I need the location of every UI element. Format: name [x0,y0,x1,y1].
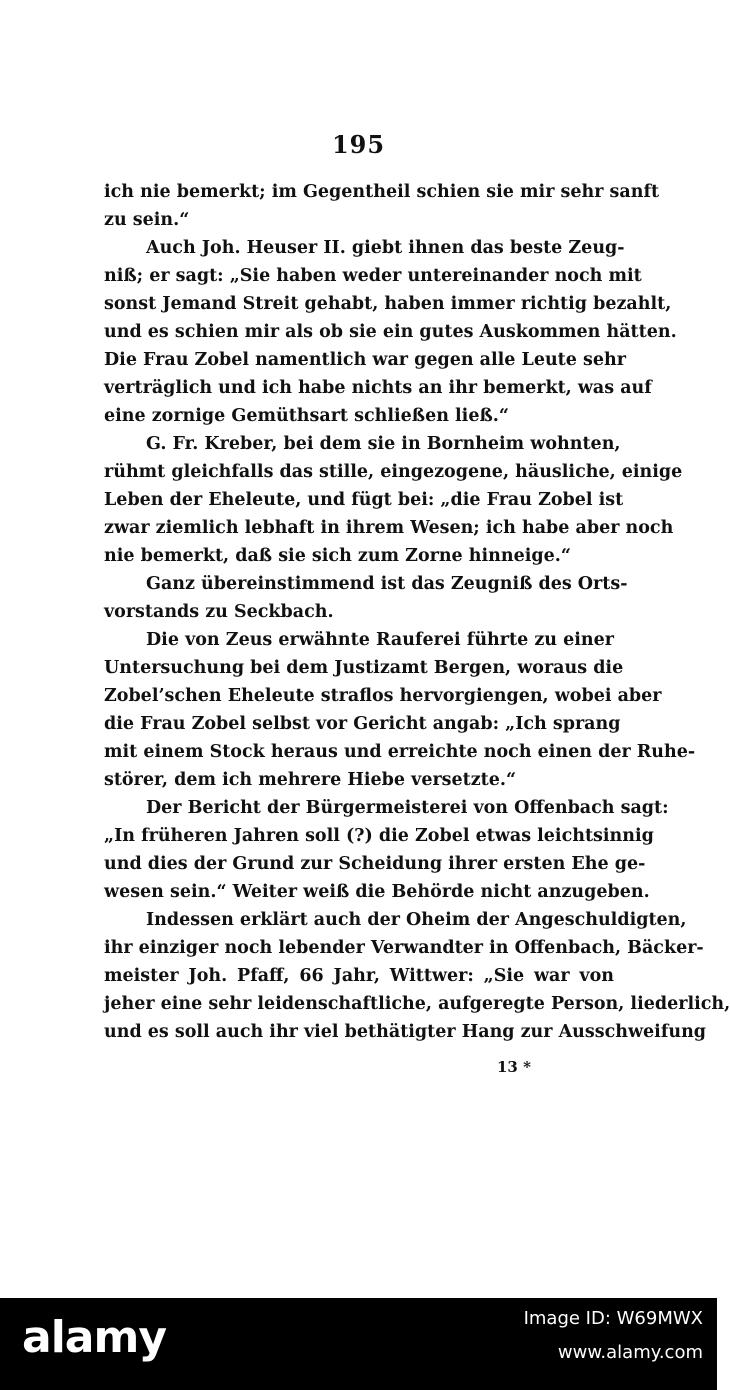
text-line: zwar ziemlich lebhaft in ihrem Wesen; ich habe aber noch [104,518,674,538]
text-line: Untersuchung bei dem Justizamt Bergen, woraus die [104,658,624,678]
text-line: mit einem Stock heraus und erreichte noch einen der Ruhe- [104,742,696,762]
page-number: 195 [331,130,386,159]
text-line: ihr einziger noch lebender Verwandter in Offenbach, Bäcker- [104,938,704,958]
text-line: Ganz übereinstimmend ist das Zeugniß des Orts- [146,574,628,594]
text-line: die Frau Zobel selbst vor Gericht angab: „Ich sprang [104,714,621,734]
text-line: G. Fr. Kreber, bei dem sie in Bornheim wohnten, [146,434,621,454]
text-line: niß; er sagt: „Sie haben weder untereinander noch mit [104,266,642,286]
text-line: sonst Jemand Streit gehabt, haben immer richtig bezahlt, [104,294,672,314]
text-line: Auch Joh. Heuser II. giebt ihnen das beste Zeug- [146,238,625,258]
image-id-label: Image ID: W69MWX [523,1308,703,1329]
text-line: ich nie bemerkt; im Gegentheil schien sie mir sehr sanft [104,182,660,202]
text-line: Leben der Eheleute, und fügt bei: „die Frau Zobel ist [104,490,624,510]
text-line: rühmt gleichfalls das stille, eingezogene, häusliche, einige [104,462,683,482]
text-line: Indessen erklärt auch der Oheim der Angeschuldigten, [146,910,687,930]
text-line: meister Joh. Pfaff, 66 Jahr, Wittwer: „Sie war von [104,966,614,986]
text-line: und dies der Grund zur Scheidung ihrer ersten Ehe ge- [104,854,646,874]
text-line: „In früheren Jahren soll (?) die Zobel etwas leichtsinnig [104,826,654,846]
text-line: eine zornige Gemüthsart schließen ließ.“ [104,406,509,426]
alamy-logo: alamy [22,1312,166,1363]
text-line: und es soll auch ihr viel bethätigter Hang zur Ausschweifung [104,1022,707,1042]
site-url: www.alamy.com [557,1342,703,1363]
text-line: störer, dem ich mehrere Hiebe versetzte.“ [104,770,517,790]
text-line: zu sein.“ [104,210,190,230]
text-line: Zobel’schen Eheleute straflos hervorgiengen, wobei aber [104,686,662,706]
text-line: nie bemerkt, daß sie sich zum Zorne hinneige.“ [104,546,571,566]
signature-mark: 13 * [497,1058,531,1076]
text-line: und es schien mir als ob sie ein gutes Auskommen hätten. [104,322,677,342]
text-line: jeher eine sehr leidenschaftliche, aufgeregte Person, liederlich, [104,994,730,1014]
text-line: Die von Zeus erwähnte Rauferei führte zu einer [146,630,614,650]
text-line: verträglich und ich habe nichts an ihr bemerkt, was auf [104,378,652,398]
text-line: Der Bericht der Bürgermeisterei von Offenbach sagt: [146,798,669,818]
body-text [104,178,730,1046]
text-line: wesen sein.“ Weiter weiß die Behörde nicht anzugeben. [104,882,650,902]
watermark-banner [0,1298,717,1390]
text-line: Die Frau Zobel namentlich war gegen alle Leute sehr [104,350,626,370]
text-line: vorstands zu Seckbach. [104,602,334,622]
